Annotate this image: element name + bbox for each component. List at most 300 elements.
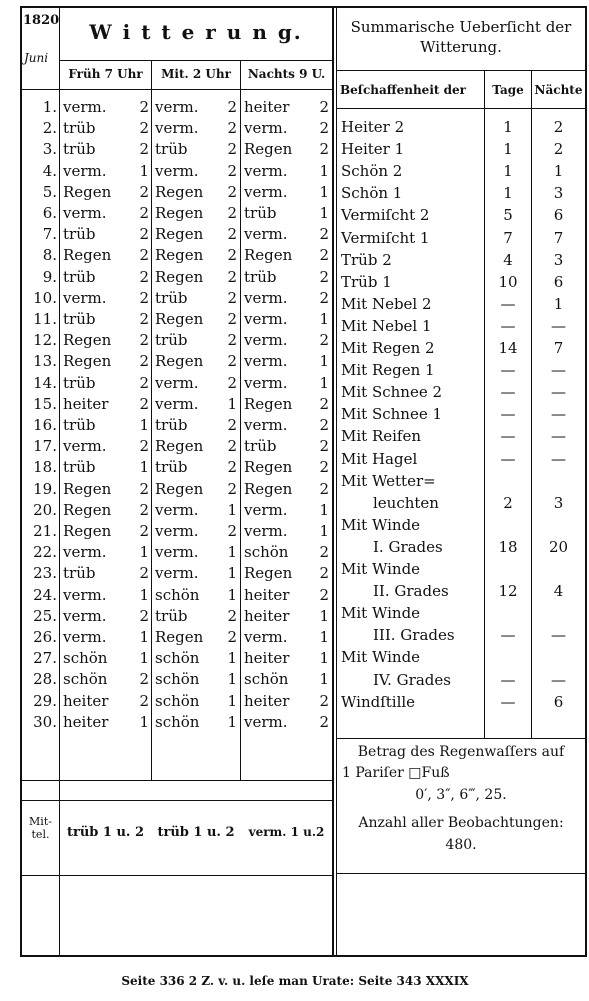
early-weather: verm. <box>63 161 107 180</box>
night-weather: Regen <box>244 479 293 498</box>
rain-line-3: 0′, 3″, 6‴, 25. <box>415 787 507 803</box>
summary-obs-rule <box>336 873 586 874</box>
early-weather: Regen <box>63 246 112 265</box>
day-row <box>0 628 335 649</box>
summary-days: — <box>500 670 516 689</box>
summary-row <box>337 339 587 360</box>
early-strength: 2 <box>139 225 149 244</box>
day-row <box>0 140 335 161</box>
mid-weather: trüb <box>155 416 188 434</box>
night-strength: 1 <box>319 500 329 519</box>
early-weather: verm. <box>63 98 107 116</box>
summary-label: Mit Nebel 2 <box>341 294 432 313</box>
day-row <box>0 204 335 225</box>
summary-days: — <box>500 361 516 380</box>
title-rule <box>59 60 332 61</box>
summary-nights: 20 <box>548 537 569 556</box>
summary-nights: 1 <box>553 294 564 313</box>
summary-label: Vermiſcht 1 <box>341 228 430 247</box>
summary-row <box>337 295 587 316</box>
night-strength: 1 <box>319 628 329 646</box>
early-strength: 2 <box>139 310 149 328</box>
day-row <box>0 310 335 331</box>
early-strength: 1 <box>139 649 149 668</box>
night-strength: 1 <box>319 310 329 328</box>
mid-strength: 2 <box>227 204 237 222</box>
mid-weather: verm. <box>155 98 199 116</box>
summary-label: III. Grades <box>373 626 455 645</box>
day-number: 30. <box>33 712 57 731</box>
summary-days: 14 <box>498 339 518 357</box>
mid-weather: Regen <box>155 246 204 265</box>
summary-label: Trüb 2 <box>341 250 392 269</box>
mid-strength: 2 <box>227 606 237 625</box>
mid-weather: verm. <box>155 564 199 583</box>
day-number: 21. <box>33 522 57 540</box>
summary-label: Mit Winde <box>341 560 421 578</box>
night-weather: heiter <box>244 98 290 116</box>
summary-row <box>337 251 587 272</box>
summary-label: Mit Winde <box>341 515 421 534</box>
summary-nights: 2 <box>553 140 564 159</box>
summary-days: 1 <box>503 162 513 181</box>
day-number: 7. <box>42 225 57 244</box>
night-strength: 2 <box>319 119 329 138</box>
mid-weather: schön <box>155 712 200 731</box>
night-strength: 2 <box>319 331 329 350</box>
night-strength: 2 <box>319 225 329 244</box>
summary-nights: — <box>551 383 566 402</box>
summary-nights: 7 <box>553 228 564 247</box>
summary-days: 12 <box>498 582 518 601</box>
summary-label: Vermiſcht 2 <box>341 206 430 225</box>
day-number: 12. <box>33 331 57 350</box>
day-number: 8. <box>42 246 57 265</box>
mid-strength: 2 <box>227 267 237 286</box>
summary-row <box>337 582 587 603</box>
early-weather: trüb <box>63 140 96 159</box>
night-strength: 2 <box>319 458 329 477</box>
day-row <box>0 458 335 479</box>
early-strength: 1 <box>139 161 149 180</box>
day-number: 14. <box>33 373 57 392</box>
summary-nights: — <box>551 405 566 424</box>
early-strength: 2 <box>139 98 149 116</box>
summary-title-1: Summarische Ueberſicht der <box>350 18 572 36</box>
day-number: 20. <box>33 500 57 519</box>
mid-strength: 2 <box>227 182 237 201</box>
day-row <box>0 437 335 458</box>
rain-line-2: 1 Pariſer □Fuß <box>342 765 450 781</box>
night-weather: verm. <box>244 416 288 434</box>
day-row <box>0 607 335 628</box>
mid-strength: 1 <box>227 564 237 583</box>
mid-weather: trüb <box>155 458 188 477</box>
mid-strength: 1 <box>227 649 237 668</box>
frame-bottom <box>20 955 587 957</box>
summary-row <box>337 538 587 559</box>
summary-col-days: Tage <box>492 83 524 97</box>
day-number: 19. <box>33 479 57 498</box>
night-weather: verm. <box>244 352 288 371</box>
day-number: 11. <box>33 310 57 328</box>
mid-weather: verm. <box>155 119 199 138</box>
mid-strength: 2 <box>227 288 237 307</box>
summary-nights: — <box>551 427 566 446</box>
night-strength: 1 <box>319 352 329 371</box>
summary-col-nights: Nächte <box>534 83 583 97</box>
early-strength: 2 <box>139 522 149 540</box>
frame-top <box>20 6 587 8</box>
mid-weather: trüb <box>155 331 188 350</box>
summary-label: Schön 2 <box>341 162 403 181</box>
early-strength: 2 <box>139 182 149 201</box>
mid-strength: 2 <box>227 416 237 434</box>
day-row <box>0 225 335 246</box>
summary-row <box>337 560 587 581</box>
mid-weather: schön <box>155 691 200 710</box>
night-weather: Regen <box>244 564 293 583</box>
summary-nights: 6 <box>553 692 564 711</box>
summary-nights: 6 <box>553 206 564 225</box>
day-row <box>0 119 335 140</box>
day-row <box>0 670 335 691</box>
early-strength: 2 <box>139 394 149 413</box>
mid-weather: Regen <box>155 437 204 456</box>
night-strength: 2 <box>319 416 329 434</box>
summary-row <box>337 626 587 647</box>
early-weather: trüb <box>63 458 96 477</box>
early-weather: trüb <box>63 119 96 138</box>
night-strength: 2 <box>319 479 329 498</box>
night-strength: 2 <box>319 564 329 583</box>
early-weather: trüb <box>63 267 96 286</box>
night-weather: heiter <box>244 691 290 710</box>
early-weather: trüb <box>63 373 96 392</box>
summary-title-2: Witterung. <box>420 38 502 56</box>
early-strength: 2 <box>139 564 149 583</box>
summary-title-rule <box>336 70 586 71</box>
night-weather: trüb <box>244 204 277 222</box>
day-row <box>0 564 335 585</box>
night-weather: verm. <box>244 628 288 646</box>
summary-days: 7 <box>503 228 513 247</box>
night-strength: 2 <box>319 267 329 286</box>
mid-weather: schön <box>155 649 200 668</box>
night-strength: 2 <box>319 394 329 413</box>
night-strength: 1 <box>319 522 329 540</box>
mid-weather: trüb <box>155 606 188 625</box>
summary-label: Mit Wetter= <box>341 471 436 490</box>
summary-days: — <box>500 383 516 402</box>
mid-weather: Regen <box>155 182 204 201</box>
summary-label: leuchten <box>373 493 439 512</box>
night-strength: 2 <box>319 437 329 456</box>
mid-weather: verm. <box>155 161 199 180</box>
day-number: 4. <box>42 161 57 180</box>
obs-line-2: 480. <box>445 837 477 853</box>
mid-strength: 2 <box>227 522 237 540</box>
early-strength: 1 <box>139 416 149 434</box>
mid-strength: 2 <box>227 310 237 328</box>
day-row <box>0 480 335 501</box>
mid-weather: schön <box>155 585 200 604</box>
mid-strength: 1 <box>227 543 237 562</box>
day-row <box>0 98 335 119</box>
summary-row <box>337 494 587 515</box>
night-weather: verm. <box>244 119 288 138</box>
summary-row <box>337 162 587 183</box>
early-strength: 2 <box>139 373 149 392</box>
summary-row <box>337 118 587 139</box>
day-row <box>0 289 335 310</box>
summary-row <box>337 273 587 294</box>
day-number: 25. <box>33 606 57 625</box>
summary-nights: — <box>551 449 566 468</box>
body-end-rule <box>20 780 332 781</box>
day-number: 9. <box>42 267 57 286</box>
early-weather: Regen <box>63 182 112 201</box>
summary-row <box>337 317 587 338</box>
summary-nights: — <box>551 670 566 689</box>
day-row <box>0 501 335 522</box>
day-number: 27. <box>33 649 57 668</box>
summary-label: Windſtille <box>341 692 416 711</box>
day-number: 6. <box>42 204 57 222</box>
day-row <box>0 268 335 289</box>
mid-strength: 2 <box>227 352 237 371</box>
day-row <box>0 416 335 437</box>
summary-nights: 3 <box>553 250 564 269</box>
day-number: 28. <box>33 670 57 689</box>
night-weather: heiter <box>244 585 290 604</box>
summary-nights: 2 <box>553 118 564 136</box>
mid-strength: 1 <box>227 394 237 413</box>
night-weather: heiter <box>244 606 290 625</box>
day-row <box>0 586 335 607</box>
col-header-early: Früh 7 Uhr <box>68 67 143 81</box>
night-weather: verm. <box>244 310 288 328</box>
early-weather: heiter <box>63 394 109 413</box>
night-strength: 1 <box>319 182 329 201</box>
summary-label: Mit Regen 2 <box>341 339 435 357</box>
summary-days: — <box>500 405 516 424</box>
mid-strength: 1 <box>227 670 237 689</box>
early-weather: trüb <box>63 416 96 434</box>
summary-days: 1 <box>503 184 513 203</box>
mittel-bottom-rule <box>20 875 332 876</box>
mid-strength: 2 <box>227 628 237 646</box>
day-number: 18. <box>33 458 57 477</box>
early-strength: 1 <box>139 585 149 604</box>
month-label: Juni <box>24 51 49 65</box>
day-number: 26. <box>33 628 57 646</box>
early-weather: verm. <box>63 543 107 562</box>
night-strength: 1 <box>319 373 329 392</box>
mid-strength: 2 <box>227 225 237 244</box>
mid-strength: 2 <box>227 140 237 159</box>
summary-end-rule <box>336 738 586 739</box>
mid-weather: trüb <box>155 140 188 159</box>
early-weather: verm. <box>63 437 107 456</box>
early-strength: 2 <box>139 437 149 456</box>
summary-days: 5 <box>503 206 513 225</box>
night-strength: 2 <box>319 288 329 307</box>
mid-strength: 2 <box>227 98 237 116</box>
early-strength: 2 <box>139 352 149 371</box>
day-number: 23. <box>33 564 57 583</box>
early-weather: heiter <box>63 691 109 710</box>
summary-days: 1 <box>503 140 513 159</box>
day-number: 10. <box>33 288 57 307</box>
night-weather: verm. <box>244 288 288 307</box>
night-strength: 2 <box>319 543 329 562</box>
night-weather: verm. <box>244 331 288 350</box>
mid-strength: 2 <box>227 479 237 498</box>
night-weather: verm. <box>244 161 288 180</box>
day-row <box>0 543 335 564</box>
night-strength: 2 <box>319 712 329 731</box>
summary-days: — <box>500 427 516 446</box>
mid-weather: Regen <box>155 628 204 646</box>
mid-strength: 1 <box>227 712 237 731</box>
early-strength: 1 <box>139 628 149 646</box>
summary-row <box>337 648 587 669</box>
early-weather: Regen <box>63 500 112 519</box>
day-row <box>0 522 335 543</box>
day-row <box>0 649 335 670</box>
early-weather: Regen <box>63 522 112 540</box>
early-weather: verm. <box>63 606 107 625</box>
summary-label: Mit Schnee 1 <box>341 405 443 424</box>
summary-label: Trüb 1 <box>341 272 392 291</box>
early-weather: schön <box>63 649 108 668</box>
night-weather: Regen <box>244 394 293 413</box>
summary-row <box>337 383 587 404</box>
early-strength: 2 <box>139 606 149 625</box>
early-strength: 2 <box>139 119 149 138</box>
mid-weather: verm. <box>155 522 199 540</box>
summary-label: Mit Schnee 2 <box>341 383 443 402</box>
day-number: 5. <box>42 182 57 201</box>
night-strength: 1 <box>319 670 329 689</box>
summary-header-rule <box>336 108 586 109</box>
mid-weather: Regen <box>155 479 204 498</box>
day-number: 1. <box>42 98 57 116</box>
early-weather: verm. <box>63 628 107 646</box>
header-rule <box>20 89 332 90</box>
day-number: 13. <box>33 352 57 371</box>
early-strength: 2 <box>139 140 149 159</box>
mid-strength: 2 <box>227 437 237 456</box>
night-weather: verm. <box>244 500 288 519</box>
day-row <box>0 162 335 183</box>
mid-strength: 1 <box>227 585 237 604</box>
night-strength: 1 <box>319 606 329 625</box>
night-strength: 2 <box>319 98 329 116</box>
summary-days: — <box>500 692 516 711</box>
mittel-night: verm. 1 u.2 <box>248 825 325 839</box>
summary-label: IV. Grades <box>373 670 451 689</box>
summary-row <box>337 184 587 205</box>
summary-row <box>337 405 587 426</box>
early-strength: 2 <box>139 691 149 710</box>
night-weather: verm. <box>244 182 288 201</box>
summary-label: Schön 1 <box>341 184 403 203</box>
summary-label: Mit Winde <box>341 604 421 623</box>
summary-label: Mit Nebel 1 <box>341 316 432 335</box>
night-weather: schön <box>244 543 289 562</box>
summary-nights: 6 <box>553 272 564 291</box>
rain-line-1: Betrag des Regenwaſſers auf <box>357 744 565 760</box>
mid-weather: Regen <box>155 225 204 244</box>
mid-weather: verm. <box>155 373 199 392</box>
early-weather: Regen <box>63 479 112 498</box>
early-weather: Regen <box>63 352 112 371</box>
mid-weather: Regen <box>155 267 204 286</box>
summary-label: II. Grades <box>373 582 449 601</box>
summary-label: I. Grades <box>373 537 443 556</box>
early-strength: 2 <box>139 267 149 286</box>
mid-strength: 1 <box>227 500 237 519</box>
summary-row <box>337 206 587 227</box>
summary-nights: 3 <box>553 493 564 512</box>
early-weather: trüb <box>63 310 96 328</box>
summary-row <box>337 361 587 382</box>
summary-days: — <box>500 626 516 645</box>
night-weather: verm. <box>244 373 288 392</box>
early-weather: heiter <box>63 712 109 731</box>
summary-nights: 7 <box>553 339 564 357</box>
summary-label: Mit Winde <box>341 648 421 667</box>
summary-label: Heiter 2 <box>341 118 405 136</box>
summary-row <box>337 472 587 493</box>
mid-weather: Regen <box>155 352 204 371</box>
obs-line-1: Anzahl aller Beobachtungen: <box>358 815 564 831</box>
summary-label: Mit Reifen <box>341 427 422 446</box>
mid-weather: Regen <box>155 204 204 222</box>
early-strength: 2 <box>139 479 149 498</box>
night-weather: trüb <box>244 437 277 456</box>
night-weather: schön <box>244 670 289 689</box>
night-weather: verm. <box>244 225 288 244</box>
mid-weather: verm. <box>155 543 199 562</box>
early-strength: 2 <box>139 331 149 350</box>
summary-nights: 4 <box>553 582 564 601</box>
night-weather: Regen <box>244 458 293 477</box>
summary-row <box>337 427 587 448</box>
day-row <box>0 395 335 416</box>
day-number: 22. <box>33 543 57 562</box>
mid-strength: 2 <box>227 246 237 265</box>
night-weather: heiter <box>244 649 290 668</box>
summary-nights: — <box>551 361 566 380</box>
day-row <box>0 331 335 352</box>
night-strength: 1 <box>319 161 329 180</box>
early-weather: Regen <box>63 331 112 350</box>
mittel-top-rule <box>20 800 332 801</box>
mittel-early: trüb 1 u. 2 <box>66 825 145 840</box>
summary-days: 2 <box>503 493 513 512</box>
summary-row <box>337 693 587 714</box>
early-strength: 2 <box>139 288 149 307</box>
night-strength: 1 <box>319 649 329 668</box>
summary-nights: — <box>551 316 566 335</box>
mid-strength: 2 <box>227 161 237 180</box>
day-row <box>0 352 335 373</box>
night-strength: 2 <box>319 246 329 265</box>
night-strength: 2 <box>319 140 329 159</box>
